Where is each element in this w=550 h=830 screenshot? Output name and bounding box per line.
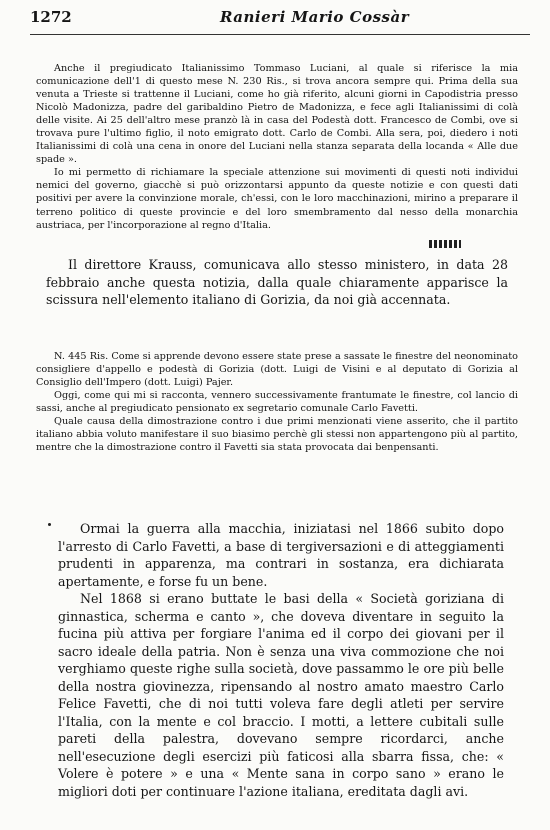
ink-dot (48, 523, 51, 526)
ink-blot (429, 240, 461, 248)
page-number: 1272 (30, 8, 72, 26)
paragraph: Il direttore Krauss, comunicava allo stesso ministero, in data 28 febbraio anche questa notizia, dalla quale chiaramente apparisce la scissura nell'elemento italiano di Gorizia, da noi già accennata. (46, 257, 508, 307)
page-header (30, 8, 520, 30)
paragraph: Oggi, come qui mi si racconta, vennero successivamente frantumate le finestre, col lancio di sassi, anche al pregiudicato pensionato ex segretario comunale Carlo Favetti. (36, 390, 518, 415)
paragraph: Ormai la guerra alla macchia, iniziatasi nel 1866 subito dopo l'arresto di Carlo Favetti, a base di tergiversazioni e di atteggiamenti prudenti in apparenza, ma contrari in sostanza, era dichiarata apertamente, e forse fu un bene. (58, 521, 504, 589)
quoted-report-1 (36, 62, 518, 232)
paragraph: Nel 1868 si erano buttate le basi della « Società goriziana di ginnastica, scherma e canto », che doveva diventare in seguito la fucina più attiva per forgiare l'anima ed il corpo dei giovani per il sacro ideale della patria. Non è senza una viva commozione che noi verghiamo queste righe sulla società, dove passammo le ore più belle della nostra giovinezza, ripensando al nostro amato maestro Carlo Felice Favetti, che di noi tutti voleva fare degli atleti per servire l'Italia, con la mente e col braccio. I motti, a lettere cubitali sulle pareti della palestra, dovevano sempre ricordarci, anche nell'esecuzione degli esercizi più faticosi alla sbarra fissa, che: « Volere è potere » e una « Mente sana in corpo sano » erano le migliori doti per continuare l'azione italiana, ereditata dagli avi. (58, 591, 504, 799)
paragraph: Quale causa della dimostrazione contro i due primi menzionati viene asserito, che il partito italiano abbia voluto manifestare il suo biasimo perchè gli stessi non appartengono più al partito, mentre che la dimostrazione contro il Favetti sia stata provocata dai benpensanti. (36, 416, 518, 454)
quoted-report-2 (36, 350, 518, 454)
body-text-1 (46, 256, 508, 309)
header-rule (30, 34, 530, 35)
paragraph: Io mi permetto di richiamare la speciale attenzione sui movimenti di questi noti individui nemici del governo, giacchè si può orizzontarsi appunto da queste notizie e con questi dati positivi per avere la convinzione morale, ch'essi, con le loro macchinazioni, mirino a preparare il terreno politico di queste provincie e del loro smembramento dal nesso della monarchia austriaca, per l'incorporazione al regno d'Italia. (36, 167, 518, 231)
body-text-2 (58, 520, 504, 800)
paragraph: Anche il pregiudicato Italianissimo Tommaso Luciani, al quale si riferisce la mia comunicazione dell'1 di questo mese N. 230 Ris., si trova ancora sempre qui. Prima della sua venuta a Trieste si trattenne il Luciani, come ho già riferito, alcuni giorni in Capodistria presso Nicolò Madonizza, padre del garibaldino Pietro de Madonizza, e fece agli Italianissimi di colà delle visite. Ai 25 dell'altro mese pranzò là in casa del Podestà dott. Francesco de Combi, ove si trovava pure l'ultimo figlio, il noto emigrato dott. Carlo de Combi. Alla sera, poi, diedero i noti Italianissimi di colà una cena in onore del Luciani nella stanza separata della locanda « Alle due spade ». (36, 63, 518, 166)
running-head: Ranieri Mario Cossàr (220, 8, 410, 26)
paragraph: N. 445 Ris. Come si apprende devono essere state prese a sassate le finestre del neonominato consigliere d'appello e podestà di Gorizia (dott. Luigi de Visini e al deputato di Gorizia al Consiglio dell'Impero (dott. Luigi) Pajer. (36, 351, 518, 389)
